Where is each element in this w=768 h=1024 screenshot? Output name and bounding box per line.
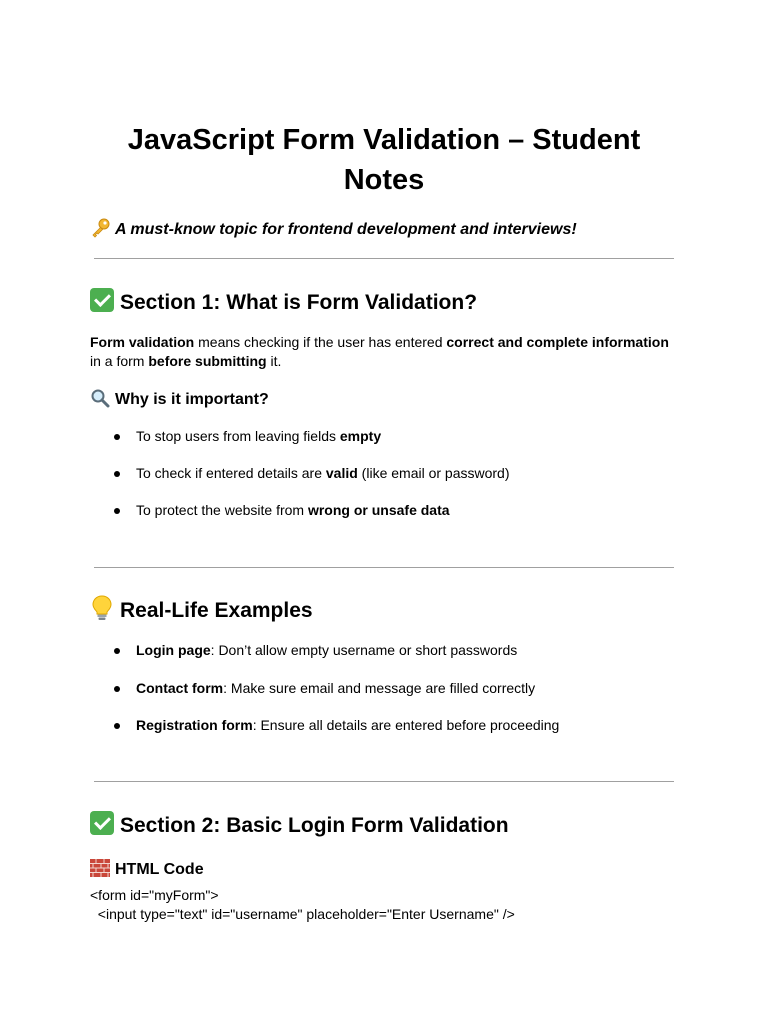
- divider: [94, 258, 674, 259]
- key-icon: [90, 218, 110, 238]
- section-2-heading-text: Section 2: Basic Login Form Validation: [120, 814, 509, 837]
- html-code-heading: [90, 859, 204, 881]
- list-item-bold: valid: [325, 465, 358, 481]
- list-item-bold: Contact form: [136, 680, 224, 696]
- list-item-text: To check if entered details are: [136, 465, 326, 481]
- bold-term: Form validation: [90, 334, 195, 350]
- para-text: it.: [266, 353, 282, 369]
- list-item: [136, 716, 559, 735]
- page-title: JavaScript Form Validation – Student Notes: [127, 124, 641, 196]
- code-line: <input type="text" id="username" placeholder="Enter Username" />: [90, 906, 515, 922]
- list-item-bold: Registration form: [136, 717, 253, 733]
- check-mark-icon: [90, 811, 114, 835]
- list-item-text: : Ensure all details are entered before proceeding: [252, 717, 560, 733]
- list-item-text: To protect the website from: [136, 502, 308, 518]
- magnifier-icon: [90, 388, 110, 408]
- why-heading: [90, 389, 269, 411]
- para-text: in a form: [90, 353, 149, 369]
- examples-heading-text: Real-Life Examples: [120, 599, 313, 622]
- list-item-bold: wrong or unsafe data: [307, 502, 450, 518]
- bold-term: before submitting: [148, 353, 267, 369]
- subtitle-text: A must-know topic for frontend development and interviews!: [115, 221, 577, 238]
- section-1-heading-text: Section 1: What is Form Validation?: [120, 291, 478, 314]
- brick-icon: [90, 859, 110, 877]
- code-line: <form id="myForm">: [90, 887, 219, 903]
- list-item: [136, 464, 510, 483]
- bold-term: correct and complete information: [446, 334, 669, 350]
- list-item-text: To stop users from leaving fields: [136, 428, 340, 444]
- list-item: [136, 641, 517, 660]
- list-item: [136, 679, 535, 698]
- list-item-bold: Login page: [136, 642, 211, 658]
- list-item-text: (like email or password): [357, 465, 510, 481]
- para-text: means checking if the user has entered: [194, 334, 447, 350]
- list-item-bold: empty: [339, 428, 382, 444]
- list-item-text: : Don’t allow empty username or short passwords: [210, 642, 518, 658]
- check-mark-icon: [90, 288, 114, 312]
- list-item: [136, 501, 450, 520]
- html-code-heading-text: HTML Code: [115, 861, 204, 878]
- list-item-text: : Make sure email and message are filled correctly: [223, 680, 536, 696]
- light-bulb-icon: [90, 595, 114, 621]
- examples-heading: [90, 597, 313, 625]
- why-heading-text: Why is it important?: [115, 391, 269, 408]
- section-1-paragraph: [90, 333, 680, 371]
- list-item: [136, 427, 381, 446]
- section-1-heading: [90, 289, 477, 317]
- section-2-heading: [90, 812, 509, 840]
- divider: [94, 567, 674, 568]
- divider: [94, 781, 674, 782]
- subtitle: [90, 219, 577, 241]
